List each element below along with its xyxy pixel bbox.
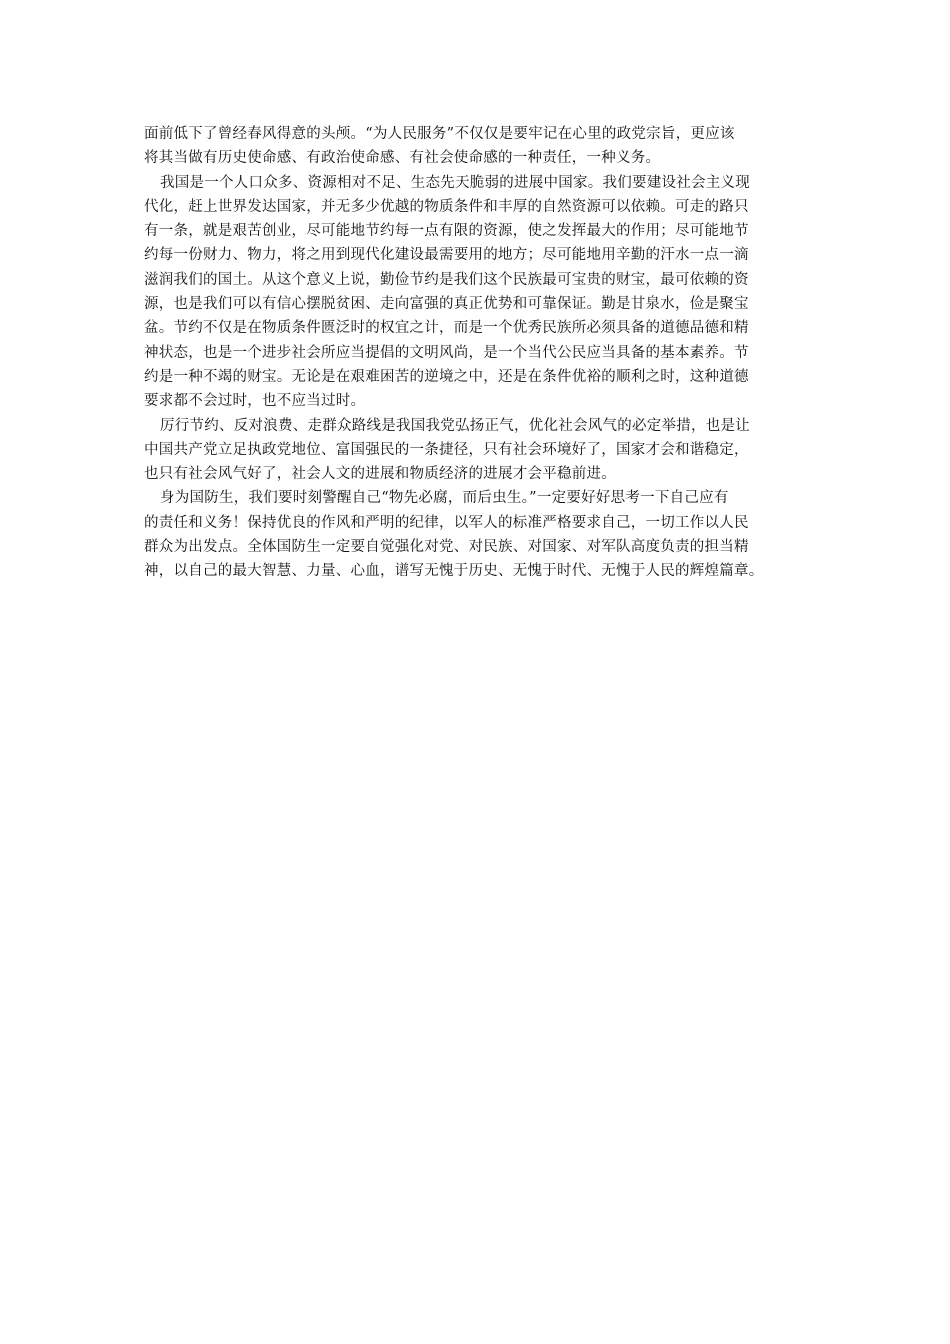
text-line: 身为国防生，我们要时刻警醒自己“物先必腐，而后虫生。”一定要好好思考一下自己应有	[160, 490, 729, 507]
text-line: 约是一种不竭的财宝。无论是在艰难困苦的逆境之中，还是在条件优裕的顺利之时，这种道德	[144, 368, 749, 385]
text-line: 要求都不会过时，也不应当过时。	[144, 393, 366, 410]
paragraph-1	[144, 122, 824, 171]
text-line: 面前低下了曾经春风得意的头颅。“为人民服务”不仅仅是要牢记在心里的政党宗旨，更应该	[144, 126, 735, 142]
text-line: 群众为出发点。全体国防生一定要自觉强化对党、对民族、对国家、对军队高度负责的担当精	[144, 539, 749, 556]
text-line: 有一条，就是艰苦创业，尽可能地节约每一点有限的资源，使之发挥最大的作用；尽可能地节	[144, 223, 749, 240]
text-line: 神，以自己的最大智慧、力量、心血，谱写无愧于历史、无愧于时代、无愧于人民的辉煌篇章。	[144, 563, 764, 580]
text-line: 滋润我们的国土。从这个意义上说，勤俭节约是我们这个民族最可宝贵的财宝，最可依赖的资	[144, 271, 749, 288]
text-line: 代化，赶上世界发达国家，并无多少优越的物质条件和丰厚的自然资源可以依赖。可走的路只	[144, 198, 749, 215]
paragraph-4	[144, 486, 824, 583]
document-body	[144, 122, 824, 584]
text-line: 源，也是我们可以有信心摆脱贫困、走向富强的真正优势和可靠保证。勤是甘泉水，俭是聚宝	[144, 296, 749, 313]
paragraph-3	[144, 414, 824, 487]
text-line: 将其当做有历史使命感、有政治使命感、有社会使命感的一种责任，一种义务。	[144, 150, 661, 167]
text-line: 中国共产党立足执政党地位、富国强民的一条捷径，只有社会环境好了，国家才会和谐稳定，	[144, 441, 749, 458]
text-line: 也只有社会风气好了，社会人文的进展和物质经济的进展才会平稳前进。	[144, 466, 616, 483]
text-line: 我国是一个人口众多、资源相对不足、生态先天脆弱的进展中国家。我们要建设社会主义现	[160, 174, 750, 191]
text-line: 神状态，也是一个进步社会所应当提倡的文明风尚，是一个当代公民应当具备的基本素养。节	[144, 344, 749, 361]
text-line: 盆。节约不仅是在物质条件匮泛时的权宜之计，而是一个优秀民族所必须具备的道德品德和精	[144, 320, 749, 337]
text-line: 约每一份财力、物力，将之用到现代化建设最需要用的地方；尽可能地用辛勤的汗水一点一滴	[144, 247, 749, 264]
paragraph-2	[144, 171, 824, 414]
text-line: 厉行节约、反对浪费、走群众路线是我国我党弘扬正气，优化社会风气的必定举措，也是让	[160, 417, 750, 434]
text-line: 的责任和义务！保持优良的作风和严明的纪律，以军人的标准严格要求自己，一切工作以人民	[144, 514, 749, 531]
